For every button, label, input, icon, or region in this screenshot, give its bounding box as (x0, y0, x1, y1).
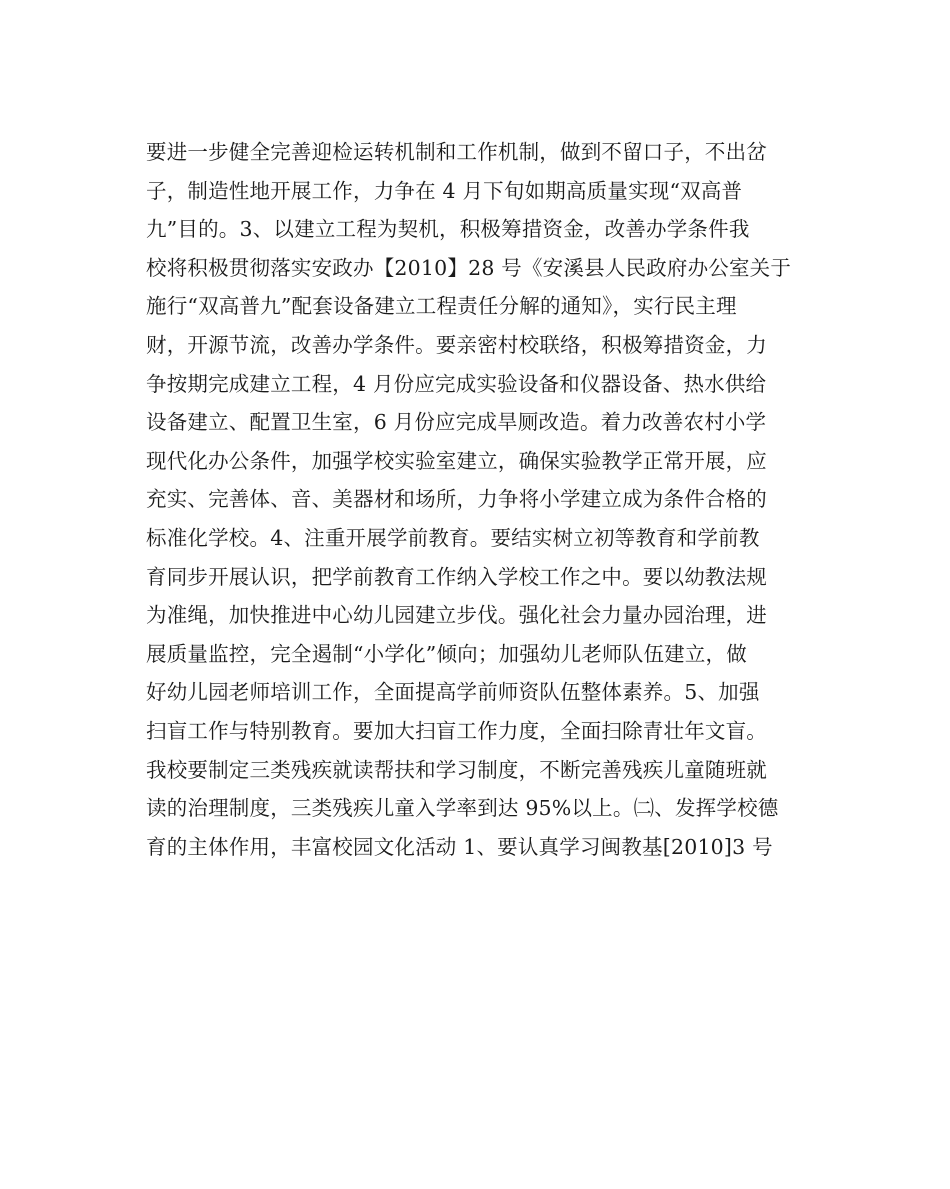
text-line: 读的治理制度，三类残疾儿童入学率到达 95%以上。㈡、发挥学校德 (146, 796, 779, 821)
text-line: 要进一步健全完善迎检运转机制和工作机制，做到不留口子，不出岔 (146, 140, 767, 164)
text-line: 我校要制定三类残疾就读帮扶和学习制度，不断完善残疾儿童随班就 (146, 757, 767, 782)
text-line: 育的主体作用，丰富校园文化活动 1、要认真学习闽教基[2010]3 号 (146, 834, 773, 859)
text-line: 争按期完成建立工程，4 月份应完成实验设备和仪器设备、热水供给 (146, 371, 767, 396)
text-line: 为准绳，加快推进中心幼儿园建立步伐。强化社会力量办园治理，进 (146, 603, 767, 628)
text-line: 标准化学校。4、注重开展学前教育。要结实树立初等教育和学前教 (146, 525, 760, 550)
text-line: 财，开源节流，改善办学条件。要亲密村校联络，积极筹措资金，力 (146, 332, 767, 357)
text-line: 扫盲工作与特别教育。要加大扫盲工作力度，全面扫除青壮年文盲。 (146, 718, 767, 743)
text-line: 设备建立、配置卫生室，6 月份应完成旱厕改造。着力改善农村小学 (146, 410, 767, 435)
text-line: 子，制造性地开展工作，力争在 4 月下旬如期高质量实现“双高普 (146, 178, 743, 203)
text-line: 校将积极贯彻落实安政办【2010】28 号《安溪县人民政府办公室关于 (146, 255, 792, 280)
text-line: 育同步开展认识，把学前教育工作纳入学校工作之中。要以幼教法规 (146, 564, 767, 589)
text-line: 展质量监控，完全遏制“小学化”倾向；加强幼儿老师队伍建立，做 (146, 641, 747, 666)
body-paragraph (146, 133, 816, 866)
text-line: 好幼儿园老师培训工作，全面提高学前师资队伍整体素养。5、加强 (146, 680, 760, 705)
text-line: 九”目的。3、以建立工程为契机，积极筹措资金，改善办学条件我 (146, 217, 750, 242)
text-line: 充实、完善体、音、美器材和场所，力争将小学建立成为条件合格的 (146, 487, 767, 512)
text-line: 现代化办公条件，加强学校实验室建立，确保实验教学正常开展，应 (146, 448, 767, 473)
text-line: 施行“双高普九”配套设备建立工程责任分解的通知》，实行民主理 (146, 294, 737, 319)
